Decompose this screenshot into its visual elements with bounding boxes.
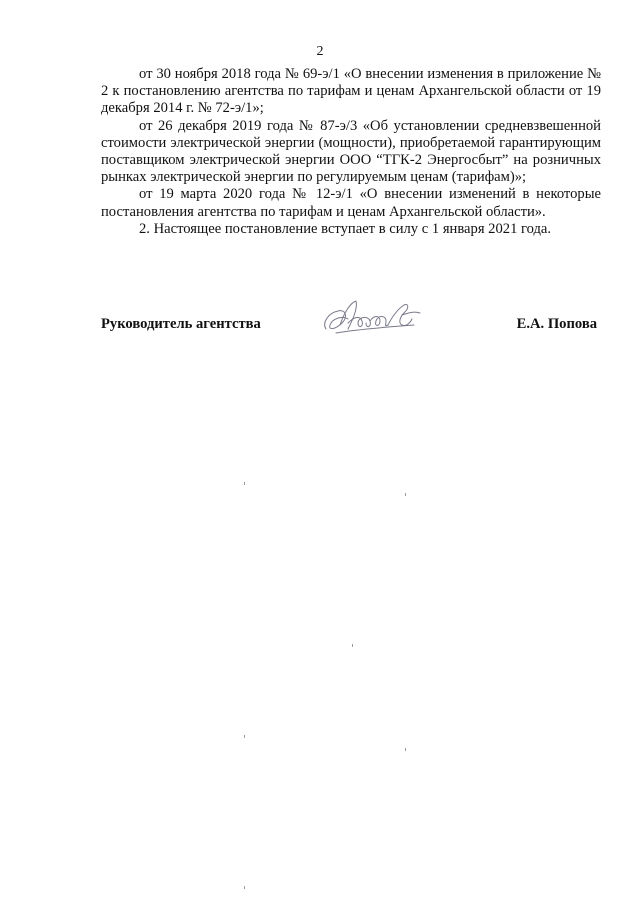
- scan-speck: [405, 493, 406, 496]
- scan-speck: [244, 482, 245, 485]
- scan-speck: [244, 735, 245, 738]
- signatory-title: Руководитель агентства: [101, 316, 261, 332]
- paragraph-resolution-87: от 26 декабря 2019 года № 87-э/3 «Об установлении средневзвешенной стоимости электрической энергии (мощности), приобретаемой гарантирующим поставщиком электрической энергии ООО “ТГК-2 Энергосбыт” на розничных рынках электрической энергии по регулируемым ценам (тарифам)»;: [101, 117, 601, 186]
- scan-speck: [405, 748, 406, 751]
- signatory-name: Е.А. Попова: [516, 316, 597, 332]
- scan-speck: [352, 644, 353, 647]
- handwritten-signature: [318, 295, 428, 341]
- page-number: 2: [316, 44, 324, 59]
- paragraph-effective-date: 2. Настоящее постановление вступает в силу с 1 января 2021 года.: [139, 220, 552, 237]
- document-body: [101, 66, 601, 238]
- scan-speck: [244, 886, 245, 889]
- paragraph-resolution-12: от 19 марта 2020 года № 12-э/1 «О внесении изменений в некоторые постановления агентства по тарифам и ценам Архангельской области».: [101, 186, 601, 220]
- paragraph-resolution-69: от 30 ноября 2018 года № 69-э/1 «О внесении изменения в приложение № 2 к постановлению агентства по тарифам и ценам Архангельской области от 19 декабря 2014 г. № 72-э/1»;: [101, 66, 601, 117]
